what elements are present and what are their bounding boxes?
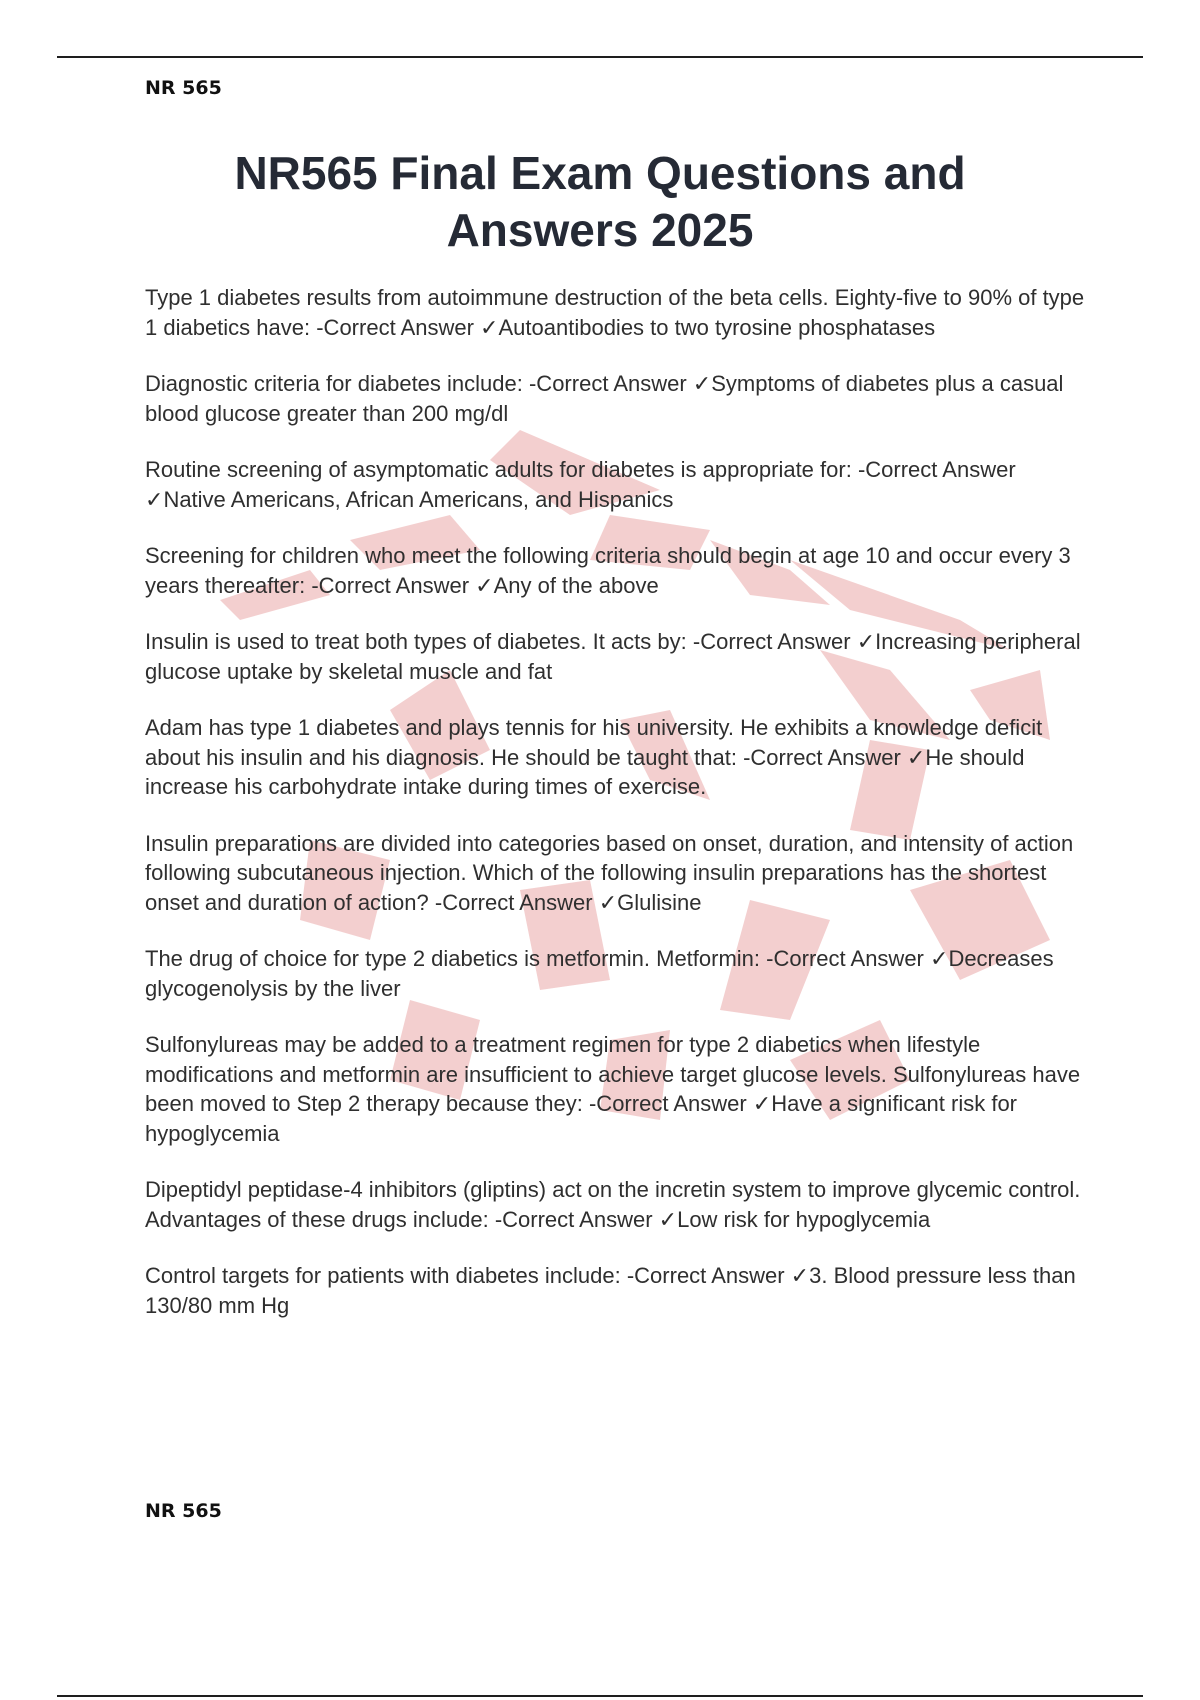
answer-text: Low risk for hypoglycemia [677,1206,931,1232]
qa-item [145,627,1100,686]
running-header: NR 565 [145,77,222,99]
top-rule [57,56,1143,58]
question-text: Sulfonylureas may be added to a treatment regimen for type 2 diabetics when lifestyle modifications and metformin are insufficient to achieve target glucose levels. Sulfonylureas have been moved to Step 2 therapy because they: [145,1032,1081,1116]
qa-item [145,713,1100,802]
answer-marker: -Correct Answer ✓ [766,946,949,971]
qa-item [145,455,1100,514]
answer-marker: -Correct Answer ✓ [145,457,1016,512]
question-text: Routine screening of asymptomatic adults for diabetes is appropriate for: [145,457,852,482]
question-text: Insulin preparations are divided into categories based on onset, duration, and intensity of action following subcutaneous injection. Which of the following insulin preparations has the shortest onset and duration of action? [145,830,1074,915]
running-footer: NR 565 [145,1500,222,1522]
answer-marker: -Correct Answer ✓ [311,572,494,598]
answer-marker: -Correct Answer ✓ [316,314,499,340]
question-text: Screening for children who meet the following criteria should begin at age 10 and occur every 3 years thereafter: [145,543,1071,598]
question-text: Type 1 diabetes results from autoimmune destruction of the beta cells. Eighty-five to 90% of type 1 diabetics have: [145,285,1085,340]
question-text: Adam has type 1 diabetes and plays tennis for his university. He exhibits a knowledge deficit about his insulin and his diagnosis. He should be taught that: [145,715,1043,770]
question-text: Diagnostic criteria for diabetes include: [145,371,523,396]
answer-marker: -Correct Answer ✓ [626,1263,810,1288]
answer-text: Glulisine [617,889,702,915]
qa-item [145,829,1100,918]
document-title: NR565 Final Exam Questions and Answers 2025 [234,147,966,256]
question-text: The drug of choice for type 2 diabetics is metformin. Metformin: [145,946,761,971]
answer-marker: -Correct Answer ✓ [528,371,712,396]
answer-marker: -Correct Answer ✓ [494,1206,678,1232]
answer-marker: -Correct Answer ✓ [692,629,876,654]
answer-marker: -Correct Answer ✓ [588,1091,772,1116]
qa-item [145,1261,1100,1320]
question-text: Dipeptidyl peptidase-4 inhibitors (gliptins) act on the incretin system to improve glycemic control. Advantages of these drugs include: [145,1177,1081,1232]
answer-text: He should increase his carbohydrate intake during times of exercise. [145,744,1025,799]
qa-item [145,1175,1100,1234]
answer-text: Autoantibodies to two tyrosine phosphatases [498,314,936,340]
answer-text: Decreases glycogenolysis by the liver [145,946,1054,1001]
question-text: Control targets for patients with diabetes include: [145,1263,621,1288]
qa-item [145,1030,1100,1148]
qa-item [145,369,1100,428]
qa-item [145,944,1100,1003]
answer-marker: -Correct Answer ✓ [434,889,618,915]
answer-text: Symptoms of diabetes plus a casual blood glucose greater than 200 mg/dl [145,371,1064,426]
bottom-rule [57,1695,1143,1697]
answer-text: Native Americans, African Americans, and Hispanics [163,486,674,512]
qa-item [145,541,1100,600]
qa-list [145,283,1100,1347]
answer-marker: -Correct Answer ✓ [743,744,926,770]
answer-text: 3. Blood pressure less than 130/80 mm Hg [145,1263,1076,1318]
answer-text: Any of the above [493,572,659,598]
answer-text: Increasing peripheral glucose uptake by skeletal muscle and fat [145,629,1081,684]
question-text: Insulin is used to treat both types of diabetes. It acts by: [145,629,687,654]
answer-text: Have a significant risk for hypoglycemia [145,1091,1018,1146]
qa-item [145,283,1100,342]
